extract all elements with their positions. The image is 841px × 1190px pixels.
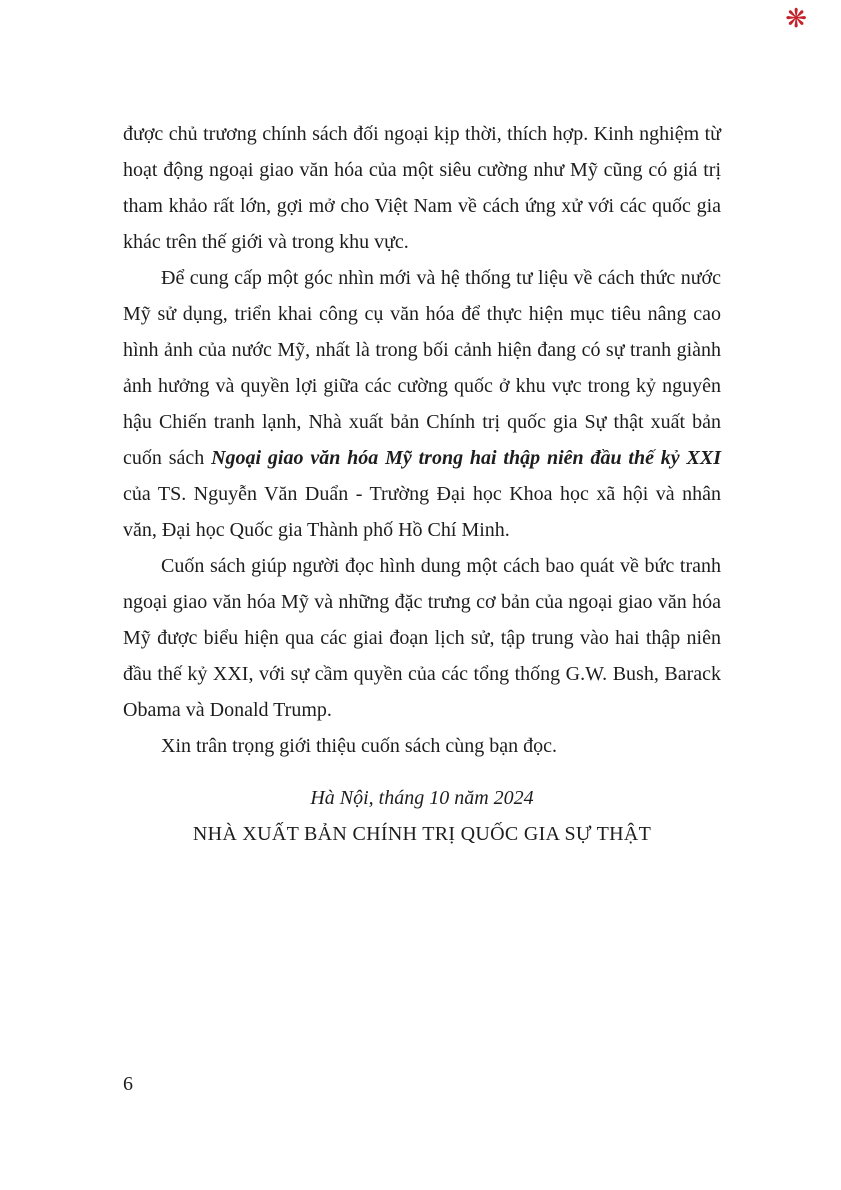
text-block [123, 116, 721, 852]
paragraph-text: Để cung cấp một góc nhìn mới và hệ thống tư liệu về cách thức nước Mỹ sử dụng, triển khai công cụ văn hóa để thực hiện mục tiêu nâng cao hình ảnh của nước Mỹ, nhất là trong bối cảnh hiện đang có sự tranh giành ảnh hưởng và quyền lợi giữa các cường quốc ở khu vực trong kỷ nguyên hậu Chiến tranh lạnh, Nhà xuất bản Chính trị quốc gia Sự thật xuất bản cuốn sách [123, 267, 721, 469]
flower-ornament-icon: ❋ [785, 4, 807, 34]
paragraph-continuation: được chủ trương chính sách đối ngoại kịp thời, thích hợp. Kinh nghiệm từ hoạt động ngoại giao văn hóa của một siêu cường như Mỹ cũng có giá trị tham khảo rất lớn, gợi mở cho Việt Nam về cách ứng xử với các quốc gia khác trên thế giới và trong khu vực. [123, 123, 721, 253]
page-number: 6 [123, 1073, 133, 1095]
publisher-name: NHÀ XUẤT BẢN CHÍNH TRỊ QUỐC GIA SỰ THẬT [192, 823, 652, 845]
dateline: Hà Nội, tháng 10 năm 2024 [310, 787, 534, 809]
paragraph-introduction [123, 260, 721, 548]
paragraph-text: của TS. Nguyễn Văn Duẩn - Trường Đại học Khoa học xã hội và nhân văn, Đại học Quốc gia Thành phố Hồ Chí Minh. [123, 483, 721, 541]
paragraph-closing: Xin trân trọng giới thiệu cuốn sách cùng bạn đọc. [161, 735, 558, 757]
book-title: Ngoại giao văn hóa Mỹ trong hai thập niên đầu thế kỷ XXI [211, 447, 721, 469]
paragraph-summary: Cuốn sách giúp người đọc hình dung một cách bao quát về bức tranh ngoại giao văn hóa Mỹ và những đặc trưng cơ bản của ngoại giao văn hóa Mỹ được biểu hiện qua các giai đoạn lịch sử, tập trung vào hai thập niên đầu thế kỷ XXI, với sự cầm quyền của các tổng thống G.W. Bush, Barack Obama và Donald Trump. [123, 555, 721, 721]
